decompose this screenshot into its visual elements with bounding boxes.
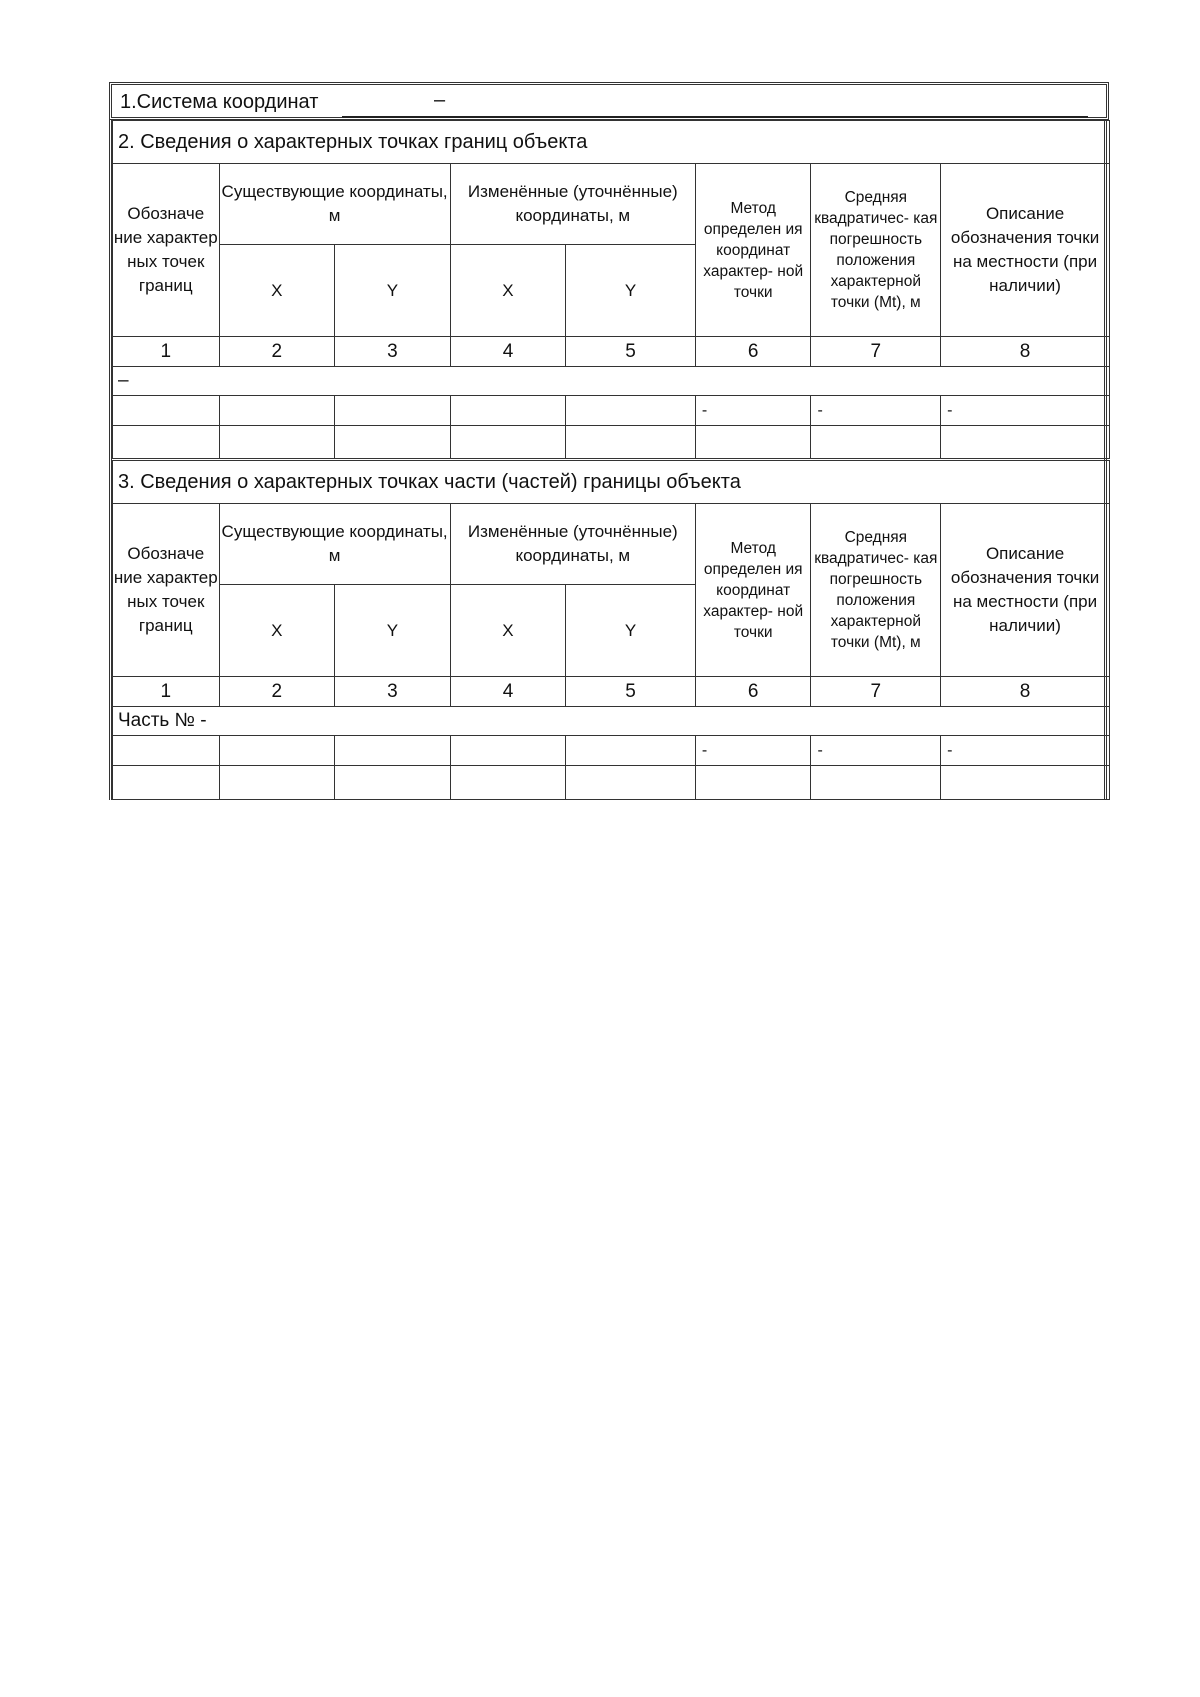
header-accuracy: Средняя квадратичес- кая погрешность положения характерной точки (Mt), м: [811, 504, 941, 677]
header-description: Описание обозначения точки на местности (при наличии): [941, 164, 1110, 337]
table-cell: [450, 396, 566, 426]
table-cell: [566, 766, 696, 800]
header-changed-coords: Изменённые (уточнённые) координаты, м: [450, 164, 695, 245]
col-number: 3: [335, 337, 451, 367]
table-cell: [113, 766, 220, 800]
header-description: Описание обозначения точки на местности (при наличии): [941, 504, 1110, 677]
table-cell: [941, 766, 1110, 800]
col-number: 5: [566, 337, 696, 367]
col-number: 4: [450, 337, 566, 367]
boundary-points-table: [112, 120, 1110, 800]
coordinate-system-underline: [342, 116, 1088, 118]
header-accuracy: Средняя квадратичес- кая погрешность положения характерной точки (Mt), м: [811, 164, 941, 337]
coordinate-system-value: –: [434, 89, 446, 111]
header-method: Метод определен ия координат характер- ной точки: [695, 504, 811, 677]
col-number: 7: [811, 677, 941, 707]
section2-title: 2. Сведения о характерных точках границ объекта: [113, 121, 1110, 164]
table-cell: [219, 426, 335, 460]
table-cell: [335, 736, 451, 766]
table-cell: [941, 426, 1110, 460]
col-number: 2: [219, 337, 335, 367]
col-number: 8: [941, 677, 1110, 707]
col-number: 3: [335, 677, 451, 707]
col-number: 6: [695, 677, 811, 707]
accuracy-cell: -: [811, 736, 941, 766]
col-number: 1: [113, 677, 220, 707]
coordinate-system-box: [109, 82, 1109, 120]
col-number: 8: [941, 337, 1110, 367]
table-cell: [113, 396, 220, 426]
header-x: X: [450, 245, 566, 337]
points-table-wrapper: [109, 120, 1107, 800]
table-cell: [219, 396, 335, 426]
method-cell: -: [695, 736, 811, 766]
table-cell: [695, 426, 811, 460]
col-number: 5: [566, 677, 696, 707]
header-x: X: [450, 585, 566, 677]
description-cell: -: [941, 396, 1110, 426]
table-cell: [219, 736, 335, 766]
table-cell: [566, 426, 696, 460]
header-point-label: Обозначе ние характер ных точек границ: [113, 504, 220, 677]
table-cell: [113, 736, 220, 766]
table-cell: [695, 766, 811, 800]
section3-group-row: Часть № -: [113, 707, 1110, 736]
table-cell: [335, 426, 451, 460]
table-cell: [335, 766, 451, 800]
table-cell: [335, 396, 451, 426]
header-y: Y: [335, 245, 451, 337]
section3-title: 3. Сведения о характерных точках части (частей) границы объекта: [113, 460, 1110, 504]
header-method: Метод определен ия координат характер- ной точки: [695, 164, 811, 337]
header-y: Y: [335, 585, 451, 677]
table-cell: [811, 766, 941, 800]
header-point-label: Обозначе ние характер ных точек границ: [113, 164, 220, 337]
table-cell: [566, 396, 696, 426]
document-sheet: [109, 82, 1107, 800]
header-x: X: [219, 245, 335, 337]
col-number: 2: [219, 677, 335, 707]
table-cell: [811, 426, 941, 460]
header-x: X: [219, 585, 335, 677]
description-cell: -: [941, 736, 1110, 766]
table-cell: [566, 736, 696, 766]
header-existing-coords: Существующие координаты, м: [219, 164, 450, 245]
col-number: 4: [450, 677, 566, 707]
accuracy-cell: -: [811, 396, 941, 426]
section2-group-row: –: [113, 367, 1110, 396]
table-cell: [219, 766, 335, 800]
coordinate-system-label: 1.Система координат: [120, 91, 319, 113]
header-existing-coords: Существующие координаты, м: [219, 504, 450, 585]
col-number: 7: [811, 337, 941, 367]
table-cell: [450, 736, 566, 766]
header-y: Y: [566, 245, 696, 337]
table-cell: [450, 766, 566, 800]
method-cell: -: [695, 396, 811, 426]
header-changed-coords: Изменённые (уточнённые) координаты, м: [450, 504, 695, 585]
table-cell: [113, 426, 220, 460]
table-cell: [450, 426, 566, 460]
col-number: 6: [695, 337, 811, 367]
header-y: Y: [566, 585, 696, 677]
col-number: 1: [113, 337, 220, 367]
